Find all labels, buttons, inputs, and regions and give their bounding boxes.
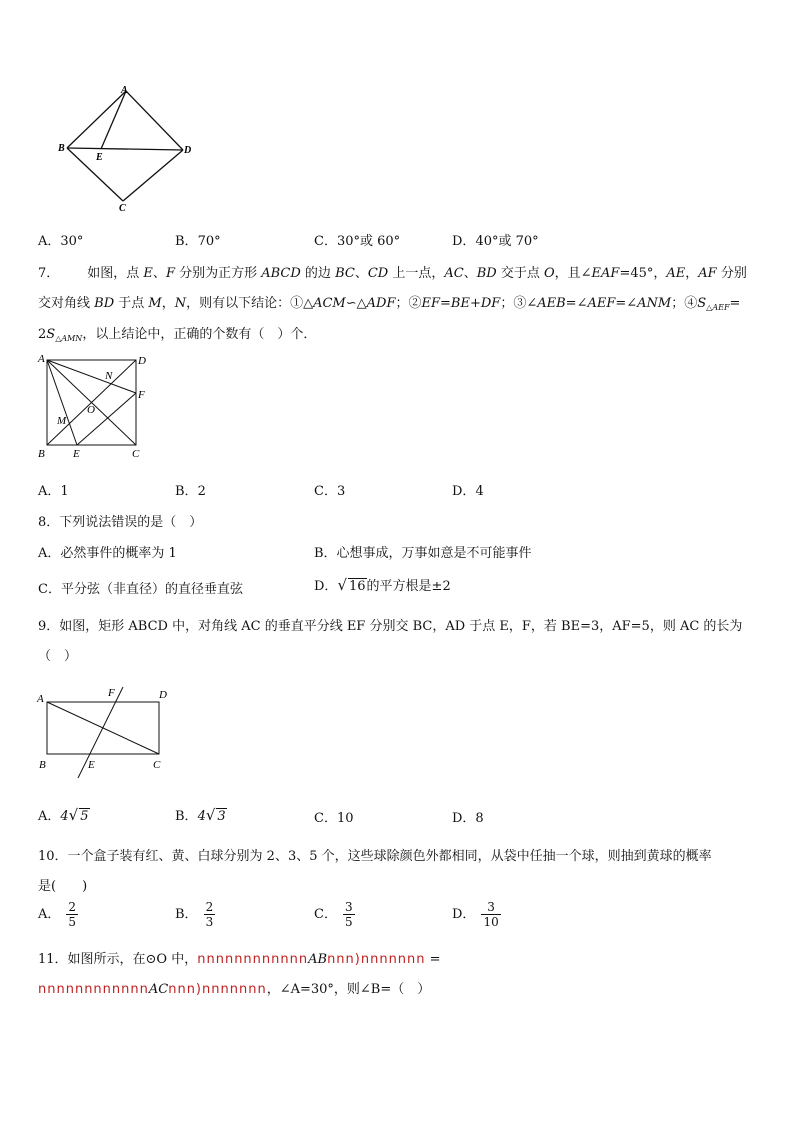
q9-line-ef bbox=[78, 687, 123, 778]
q6-side-ad bbox=[126, 91, 183, 150]
q9-figure bbox=[30, 680, 180, 785]
q6-label-e: E bbox=[96, 152, 103, 163]
q11-stem-line1: 11．如图所示，在⊙O 中，nnnnnnnnnnnnABnnn)nnnnnnn = bbox=[38, 952, 441, 967]
q7-stem-line3: $2S_{\triangle AMN}$，以上结论中，正确的个数有（ ）个． bbox=[38, 327, 317, 343]
q6-figure bbox=[55, 85, 205, 215]
q10-option-a[interactable]: A． $\frac{2}{5}$ bbox=[38, 900, 77, 929]
q9-option-d[interactable]: D．8 bbox=[452, 811, 484, 826]
q9-option-b[interactable]: B．4√ 3 bbox=[175, 806, 226, 824]
q7-option-c[interactable]: C．3 bbox=[314, 484, 346, 499]
q6-label-a: A bbox=[121, 85, 128, 96]
q7-label-m: M bbox=[57, 415, 67, 427]
q10-option-c[interactable]: C． $\frac{3}{5}$ bbox=[314, 900, 353, 929]
q7-option-a[interactable]: A．1 bbox=[38, 484, 69, 499]
q6-option-d[interactable]: D．40°或 70° bbox=[452, 234, 539, 249]
q7-label-f: F bbox=[138, 389, 145, 401]
q6-side-bc bbox=[67, 148, 123, 201]
q7-label-c: C bbox=[132, 448, 140, 460]
q6-option-a[interactable]: A．30° bbox=[38, 234, 84, 249]
q9-label-c: C bbox=[153, 759, 161, 771]
q7-option-b[interactable]: B．2 bbox=[175, 484, 206, 499]
q6-side-ab bbox=[67, 91, 126, 148]
q11-stem-line2: nnnnnnnnnnnnACnnn)nnnnnnn，∠A=30°，则∠B=（ ） bbox=[38, 982, 431, 997]
q7-stem-line1: 7． 如图，点 E、F 分别为正方形 ABCD 的边 BC、CD 上一点，AC、BD 交于点 O，且∠EAF=45°，AE，AF 分别 bbox=[38, 266, 747, 281]
q8-option-b[interactable]: B．心想事成，万事如意是不可能事件 bbox=[314, 546, 532, 561]
q9-label-f: F bbox=[108, 687, 115, 699]
q6-label-c: C bbox=[119, 203, 126, 214]
q7-segment-ae bbox=[47, 360, 77, 445]
q9-option-a[interactable]: A．4√ 5 bbox=[38, 806, 89, 824]
q6-label-d: D bbox=[184, 145, 192, 156]
q7-option-d[interactable]: D．4 bbox=[452, 484, 484, 499]
q9-label-d: D bbox=[159, 689, 167, 701]
q7-label-o: O bbox=[87, 404, 95, 416]
q6-option-c[interactable]: C．30°或 60° bbox=[314, 234, 401, 249]
q9-stem-line1: 9．如图，矩形 ABCD 中，对角线 AC 的垂直平分线 EF 分别交 BC，AD 于点 E，F，若 BE=3，AF=5，则 AC 的长为 bbox=[38, 619, 743, 634]
q9-option-c[interactable]: C．10 bbox=[314, 811, 354, 826]
q9-label-e: E bbox=[88, 759, 95, 771]
q9-stem-line2: （ ） bbox=[38, 649, 78, 664]
q6-label-b: B bbox=[58, 143, 65, 154]
q6-side-dc bbox=[123, 150, 183, 201]
q9-label-a: A bbox=[37, 693, 44, 705]
q7-label-n: N bbox=[105, 370, 113, 382]
q7-label-a: A bbox=[38, 353, 45, 365]
q7-label-e: E bbox=[73, 448, 80, 460]
q8-option-a[interactable]: A．必然事件的概率为 1 bbox=[38, 546, 177, 561]
q7-label-b: B bbox=[38, 448, 45, 460]
q10-option-b[interactable]: B． $\frac{2}{3}$ bbox=[175, 900, 214, 929]
q9-label-b: B bbox=[39, 759, 46, 771]
q10-stem-line2: 是( ) bbox=[38, 879, 88, 894]
q7-figure bbox=[35, 350, 155, 465]
q8-option-c[interactable]: C．平分弦（非直径）的直径垂直弦 bbox=[38, 582, 243, 597]
q7-segment-af bbox=[47, 360, 136, 393]
q7-label-d: D bbox=[138, 355, 146, 367]
q6-option-b[interactable]: B．70° bbox=[175, 234, 221, 249]
q8-stem: 8．下列说法错误的是（ ） bbox=[38, 515, 203, 530]
q6-segment-ae bbox=[101, 91, 126, 149]
q7-stem-line2: 交对角线 BD 于点 M，N，则有以下结论：①△ACM∽△ADF；②EF=BE+DF；③∠AEB=∠AEF=∠ANM；$④S_{\triangle AEF}=$ bbox=[38, 296, 741, 312]
q10-stem-line1: 10．一个盒子装有红、黄、白球分别为 2、3、5 个，这些球除颜色外都相同，从袋中任抽一个球，则抽到黄球的概率 bbox=[38, 849, 712, 864]
q8-option-d[interactable]: D．√ 16的平方根是±2 bbox=[314, 576, 451, 594]
q10-option-d[interactable]: D． $\frac{3}{10}$ bbox=[452, 900, 499, 929]
q6-diag-bd bbox=[67, 148, 183, 150]
